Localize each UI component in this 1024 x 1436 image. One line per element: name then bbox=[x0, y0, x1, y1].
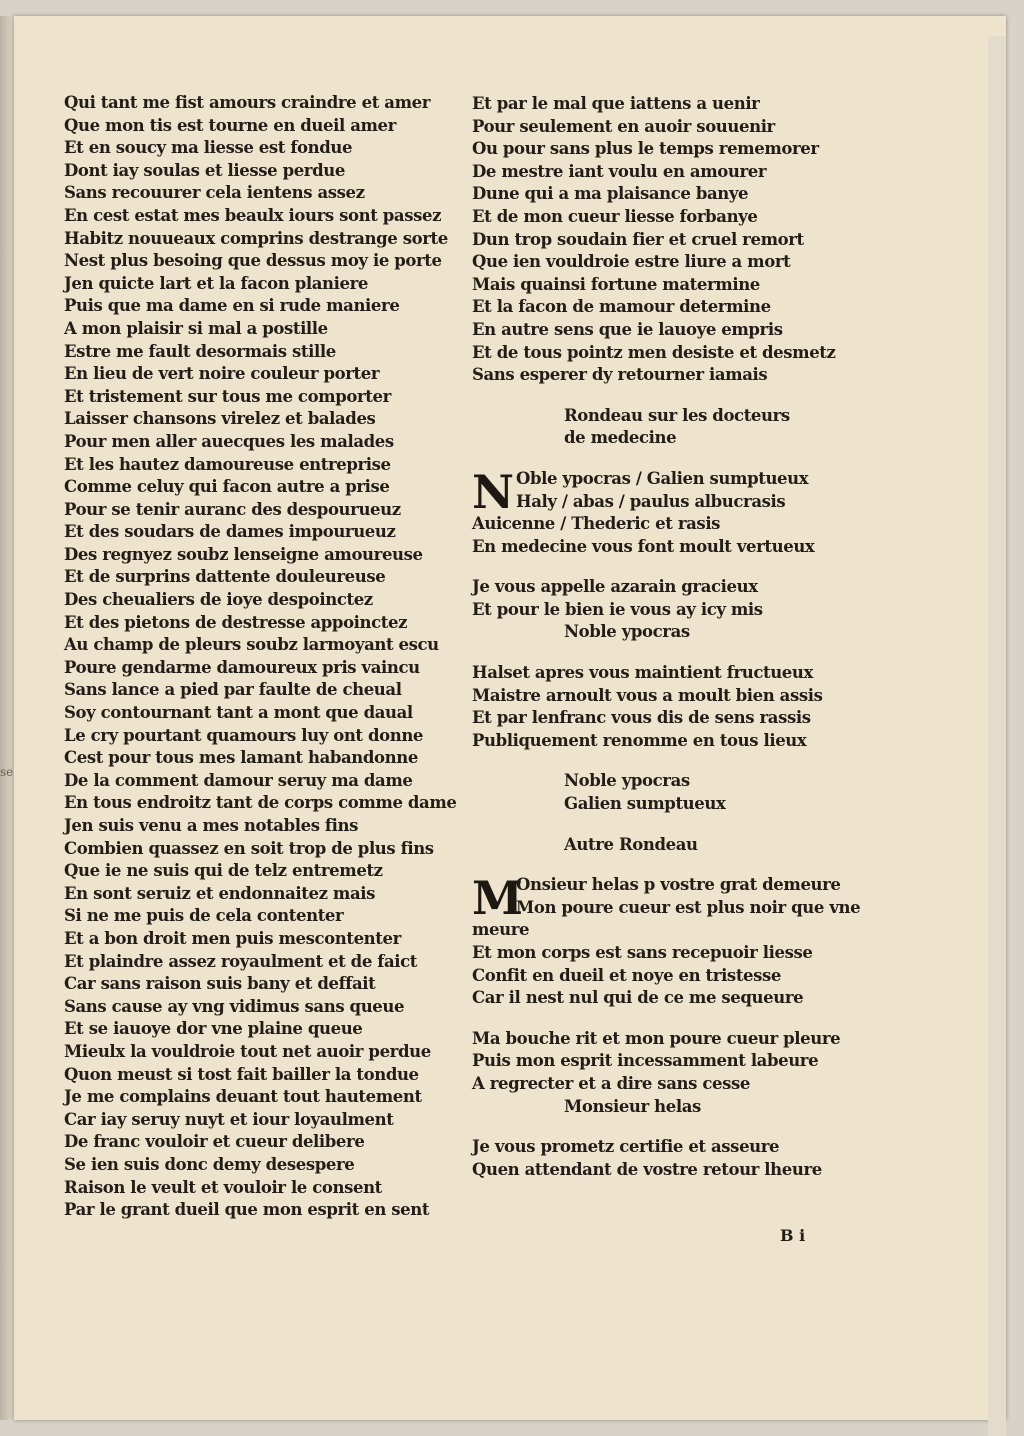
verse-line: Car il nest nul qui de ce me sequeure bbox=[472, 988, 804, 1008]
verse-line: Quon meust si tost fait bailler la tondue bbox=[64, 1064, 419, 1084]
verse-line: Halset apres vous maintient fructueux bbox=[472, 663, 813, 683]
verse-line: Oble ypocras / Galien sumptueux bbox=[516, 468, 809, 488]
verse-line: Puis que ma dame en si rude maniere bbox=[64, 296, 400, 316]
verse-line: Et des pietons de destresse appoinctez bbox=[64, 612, 408, 632]
verse-line: Et la facon de mamour determine bbox=[472, 297, 771, 317]
verse-line: Je vous appelle azarain gracieux bbox=[472, 577, 758, 597]
verse-line: Et de tous pointz men desiste et desmetz bbox=[472, 342, 836, 362]
verse-line: Car iay seruy nuyt et iour loyaulment bbox=[64, 1109, 394, 1129]
verse-line: Des regnyez soubz lenseigne amoureuse bbox=[64, 544, 423, 564]
margin-mark: se bbox=[0, 765, 14, 779]
verse-line: Onsieur helas p vostre grat demeure bbox=[516, 875, 841, 895]
rondeau-1-refrain-final-2: Galien sumptueux bbox=[564, 794, 726, 814]
verse-line: Par le grant dueil que mon esprit en sent bbox=[64, 1200, 430, 1220]
verse-line: Au champ de pleurs soubz larmoyant escu bbox=[64, 635, 439, 655]
rondeau-1-stanza-1 bbox=[472, 513, 860, 558]
rondeau-2-stanza-3 bbox=[472, 1136, 860, 1181]
left-text-column bbox=[64, 92, 456, 1222]
verse-line: De la comment damour seruy ma dame bbox=[64, 770, 413, 790]
verse-line: En lieu de vert noire couleur porter bbox=[64, 364, 380, 384]
verse-line: Et se iauoye dor vne plaine queue bbox=[64, 1019, 363, 1039]
verse-line: Je vous prometz certifie et asseure bbox=[472, 1137, 780, 1157]
verse-line: A mon plaisir si mal a postille bbox=[64, 318, 328, 338]
verse-line: Et mon corps est sans recepuoir liesse bbox=[472, 943, 813, 962]
verse-line: Et les hautez damoureuse entreprise bbox=[64, 454, 391, 474]
verse-line: Pour se tenir auranc des despourueuz bbox=[64, 499, 401, 519]
verse-line: Et par le mal que iattens a uenir bbox=[472, 94, 760, 113]
verse-line: meure bbox=[472, 920, 530, 940]
verse-line: Et par lenfranc vous dis de sens rassis bbox=[472, 708, 811, 728]
verse-line: Se ien suis donc demy desespere bbox=[64, 1154, 355, 1174]
rondeau-2-refrain: Monsieur helas bbox=[564, 1096, 701, 1116]
verse-line: En tous endroitz tant de corps comme dame bbox=[64, 793, 457, 813]
verse-line: Mieulx la vouldroie tout net auoir perdue bbox=[64, 1041, 431, 1061]
verse-line: Ma bouche rit et mon poure cueur pleure bbox=[472, 1028, 841, 1048]
verse-line: Et pour le bien ie vous ay icy mis bbox=[472, 599, 763, 619]
verse-line: Je me complains deuant tout hautement bbox=[64, 1087, 422, 1107]
rondeau-1-heading-line-2: de medecine bbox=[564, 428, 677, 448]
verse-line: De franc vouloir et cueur delibere bbox=[64, 1132, 365, 1152]
rondeau-2-stanza-2 bbox=[472, 1028, 860, 1096]
rondeau-2-stanza-1 bbox=[472, 919, 860, 1009]
verse-line: Qui tant me fist amours craindre et amer bbox=[64, 93, 431, 112]
verse-line: Publiquement renomme en tous lieux bbox=[472, 730, 807, 750]
verse-line: Auicenne / Thederic et rasis bbox=[472, 514, 721, 534]
rondeau-1-opening bbox=[472, 464, 860, 519]
verse-line: Pour men aller auecques les malades bbox=[64, 431, 394, 451]
rondeau-1-refrain: Noble ypocras bbox=[564, 622, 690, 642]
rondeau-1-refrain-final: Noble ypocras bbox=[564, 771, 690, 791]
verse-line: Poure gendarme damoureux pris vaincu bbox=[64, 657, 420, 677]
rondeau-2-dropcap: M bbox=[472, 871, 523, 926]
verse-line: Nest plus besoing que dessus moy ie porte bbox=[64, 251, 442, 271]
rondeau-1-stanza-2 bbox=[472, 576, 860, 621]
rondeau-2-opening bbox=[472, 871, 861, 926]
verse-line: Dune qui a ma plaisance banye bbox=[472, 184, 749, 204]
verse-line: Sans esperer dy retourner iamais bbox=[472, 365, 768, 385]
verse-line: Cest pour tous mes lamant habandonne bbox=[64, 748, 418, 768]
verses-top bbox=[472, 93, 860, 387]
verse-line: Comme celuy qui facon autre a prise bbox=[64, 477, 390, 497]
verse-line: En sont seruiz et endonnaitez mais bbox=[64, 883, 376, 903]
verse-line: Combien quassez en soit trop de plus fins bbox=[64, 838, 434, 858]
verse-line: Et de mon cueur liesse forbanye bbox=[472, 206, 758, 226]
verse-line: Raison le veult et vouloir le consent bbox=[64, 1177, 382, 1197]
verse-line: Dun trop soudain fier et cruel remort bbox=[472, 229, 804, 249]
verse-line: Des cheualiers de ioye despoinctez bbox=[64, 590, 373, 610]
verse-line: Le cry pourtant quamours luy ont donne bbox=[64, 725, 424, 745]
verse-line: Dont iay soulas et liesse perdue bbox=[64, 160, 345, 180]
verse-line: Haly / abas / paulus albucrasis bbox=[516, 491, 786, 511]
verse-line: Jen suis venu a mes notables fins bbox=[64, 816, 358, 835]
verse-line: Maistre arnoult vous a moult bien assis bbox=[472, 685, 823, 705]
rondeau-1-stanza-3 bbox=[472, 662, 860, 752]
verse-line: Et a bon droit men puis mescontenter bbox=[64, 928, 401, 948]
verse-line: Habitz nouueaux comprins destrange sorte bbox=[64, 228, 448, 248]
verse-line: De mestre iant voulu en amourer bbox=[472, 161, 767, 181]
signature-mark: B i bbox=[780, 1226, 806, 1245]
verse-line: Sans lance a pied par faulte de cheual bbox=[64, 680, 402, 700]
verse-line: Ou pour sans plus le temps rememorer bbox=[472, 139, 819, 159]
verse-line: Sans cause ay vng vidimus sans queue bbox=[64, 996, 405, 1016]
rondeau-1-heading: Rondeau sur les docteurs bbox=[564, 405, 790, 425]
verse-line: Puis mon esprit incessamment labeure bbox=[472, 1051, 819, 1071]
verse-line: Et en soucy ma liesse est fondue bbox=[64, 138, 353, 158]
verse-line: Et tristement sur tous me comporter bbox=[64, 386, 391, 406]
rondeau-2-heading: Autre Rondeau bbox=[564, 834, 698, 854]
rondeau-1-dropcap: N bbox=[472, 464, 514, 519]
binding-gutter bbox=[0, 16, 14, 1420]
verse-line: Et de surprins dattente douleureuse bbox=[64, 567, 386, 587]
verse-line: Et plaindre assez royaulment et de faict bbox=[64, 951, 417, 971]
verse-line: Jen quicte lart et la facon planiere bbox=[64, 273, 368, 293]
verse-line: Estre me fault desormais stille bbox=[64, 341, 336, 361]
verse-line: Mais quainsi fortune matermine bbox=[472, 274, 760, 294]
verse-line: Pour seulement en auoir souuenir bbox=[472, 116, 775, 136]
verse-line: A regrecter et a dire sans cesse bbox=[472, 1073, 750, 1093]
verse-line: Si ne me puis de cela contenter bbox=[64, 906, 344, 926]
verse-line: Et des soudars de dames impourueuz bbox=[64, 522, 396, 542]
verse-line: Que ien vouldroie estre liure a mort bbox=[472, 252, 791, 272]
verse-line: En autre sens que ie lauoye empris bbox=[472, 319, 783, 339]
verse-line: Laisser chansons virelez et balades bbox=[64, 409, 376, 429]
right-text-column bbox=[472, 93, 860, 1181]
verse-line: Que ie ne suis qui de telz entremetz bbox=[64, 861, 383, 881]
verse-line: Car sans raison suis bany et deffait bbox=[64, 974, 376, 994]
verse-line: En medecine vous font moult vertueux bbox=[472, 536, 815, 556]
page-edge bbox=[988, 36, 1006, 1436]
verse-line: Sans recouurer cela ientens assez bbox=[64, 183, 365, 203]
verse-line: Mon poure cueur est plus noir que vne bbox=[516, 897, 861, 917]
verse-line: Que mon tis est tourne en dueil amer bbox=[64, 115, 396, 135]
verse-line: En cest estat mes beaulx iours sont passez bbox=[64, 205, 442, 225]
verse-line: Quen attendant de vostre retour lheure bbox=[472, 1159, 822, 1179]
verse-line: Confit en dueil et noye en tristesse bbox=[472, 965, 782, 985]
verse-line: Soy contournant tant a mont que daual bbox=[64, 703, 413, 723]
